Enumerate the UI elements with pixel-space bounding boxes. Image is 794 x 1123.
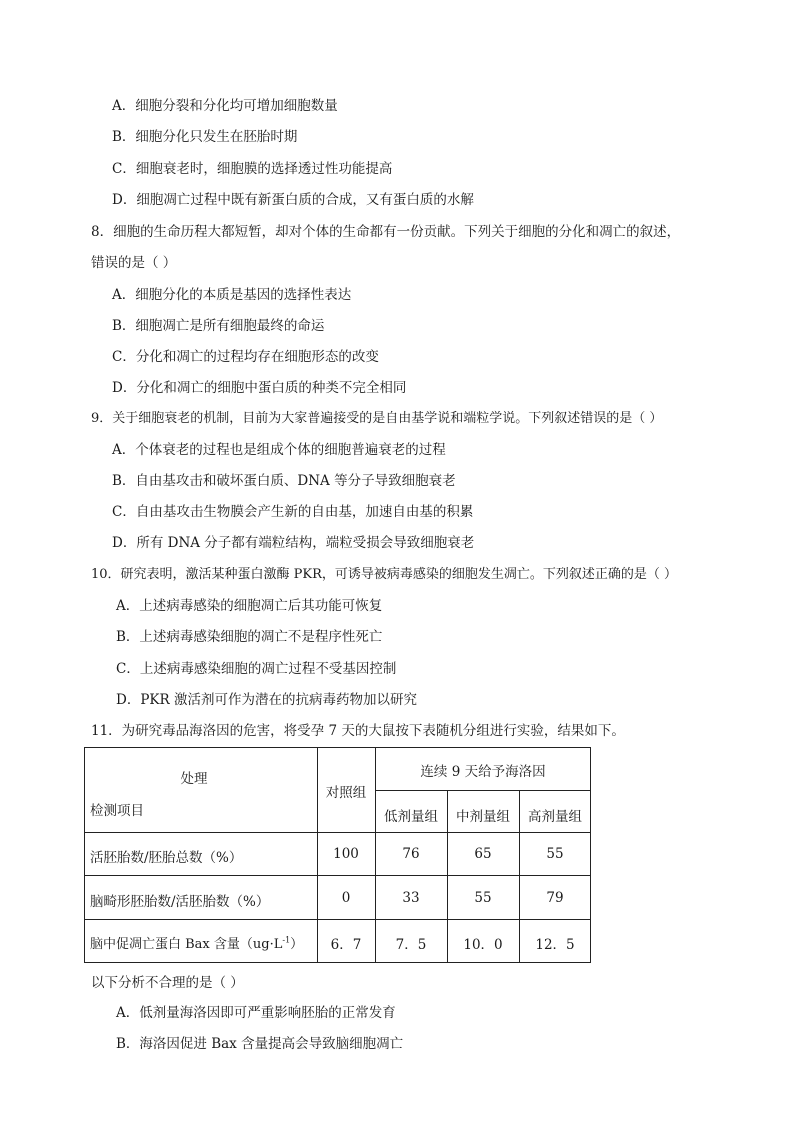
q10-stem: 10．研究表明，激活某种蛋白激酶 PKR，可诱导被病毒感染的细胞发生凋亡。下列叙述正确的是（ ） bbox=[91, 567, 678, 582]
q7-option-a: A．细胞分裂和分化均可增加细胞数量 bbox=[112, 98, 338, 114]
table-row2-mid: 55 bbox=[474, 890, 492, 906]
q10-option-b: B．上述病毒感染细胞的凋亡不是程序性死亡 bbox=[116, 629, 383, 645]
table-row1-control: 100 bbox=[333, 846, 359, 862]
table-row2-control: 0 bbox=[341, 890, 351, 906]
q7-option-c: C．细胞衰老时，细胞膜的选择透过性功能提高 bbox=[112, 161, 393, 177]
table-row3-label-main: 脑中促凋亡蛋白 Bax 含量（ug·L bbox=[90, 937, 283, 952]
q8-stem-line1: 8．细胞的生命历程大都短暂，却对个体的生命都有一份贡献。下列关于细胞的分化和凋亡的叙述， bbox=[91, 224, 681, 240]
q8-stem-line2: 错误的是（ ） bbox=[91, 255, 177, 271]
table-corner-treatment: 处理 bbox=[180, 771, 208, 787]
table-row3-label-sup: -1 bbox=[282, 935, 291, 945]
table-header-mid-dose: 中剂量组 bbox=[456, 809, 510, 825]
q9-option-b: B．自由基攻击和破坏蛋白质、DNA 等分子导致细胞衰老 bbox=[112, 473, 456, 489]
q9-option-d: D．所有 DNA 分子都有端粒结构，端粒受损会导致细胞衰老 bbox=[112, 535, 475, 551]
q8-option-d: D．分化和凋亡的细胞中蛋白质的种类不完全相同 bbox=[112, 380, 407, 396]
table-row2-label: 脑畸形胚胎数/活胚胎数（%） bbox=[90, 894, 270, 910]
table-header-low-dose: 低剂量组 bbox=[384, 809, 438, 825]
table-corner-measure: 检测项目 bbox=[90, 803, 144, 819]
table-row1-low: 76 bbox=[402, 846, 420, 862]
q9-option-a: A．个体衰老的过程也是组成个体的细胞普遍衰老的过程 bbox=[112, 442, 446, 458]
table-row3-mid: 10．0 bbox=[463, 937, 503, 953]
q8-option-a: A．细胞分化的本质是基因的选择性表达 bbox=[112, 287, 352, 303]
table-row3-label-end: ） bbox=[290, 937, 304, 952]
q9-stem: 9．关于细胞衰老的机制，目前为大家普遍接受的是自由基学说和端粒学说。下列叙述错误的是（ ） bbox=[91, 411, 663, 426]
q7-option-b: B．细胞分化只发生在胚胎时期 bbox=[112, 129, 298, 145]
q10-option-a: A．上述病毒感染的细胞凋亡后其功能可恢复 bbox=[116, 598, 383, 614]
q8-option-c: C．分化和凋亡的过程均存在细胞形态的改变 bbox=[112, 349, 379, 365]
table-row1-label: 活胚胎数/胚胎总数（%） bbox=[90, 850, 243, 866]
q11-option-b: B．海洛因促进 Bax 含量提高会导致脑细胞凋亡 bbox=[116, 1036, 404, 1052]
table-row1-high: 55 bbox=[546, 846, 564, 862]
q11-option-a: A．低剂量海洛因即可严重影响胚胎的正常发育 bbox=[116, 1005, 396, 1021]
q10-option-d: D．PKR 激活剂可作为潜在的抗病毒药物加以研究 bbox=[116, 692, 417, 708]
q8-option-b: B．细胞凋亡是所有细胞最终的命运 bbox=[112, 318, 325, 334]
q7-option-d: D．细胞凋亡过程中既有新蛋白质的合成，又有蛋白质的水解 bbox=[112, 192, 474, 208]
table-row3-low: 7．5 bbox=[395, 937, 427, 953]
table-row2-low: 33 bbox=[402, 890, 420, 906]
table-row1-mid: 65 bbox=[474, 846, 492, 862]
table-header-heroin: 连续 9 天给予海洛因 bbox=[420, 764, 546, 780]
q11-after-table: 以下分析不合理的是（ ） bbox=[91, 975, 244, 991]
table-row2-high: 79 bbox=[546, 890, 564, 906]
table-row3-label bbox=[90, 933, 303, 952]
table-row3-high: 12．5 bbox=[535, 937, 575, 953]
table-header-high-dose: 高剂量组 bbox=[528, 809, 582, 825]
heroin-experiment-table bbox=[84, 747, 591, 963]
q9-option-c: C．自由基攻击生物膜会产生新的自由基，加速自由基的积累 bbox=[112, 504, 474, 520]
q11-stem: 11．为研究毒品海洛因的危害，将受孕 7 天的大鼠按下表随机分组进行实验，结果如下。 bbox=[91, 723, 625, 739]
table-header-control: 对照组 bbox=[325, 785, 367, 801]
table-row3-control: 6．7 bbox=[330, 937, 362, 953]
q10-option-c: C．上述病毒感染细胞的凋亡过程不受基因控制 bbox=[116, 661, 397, 677]
